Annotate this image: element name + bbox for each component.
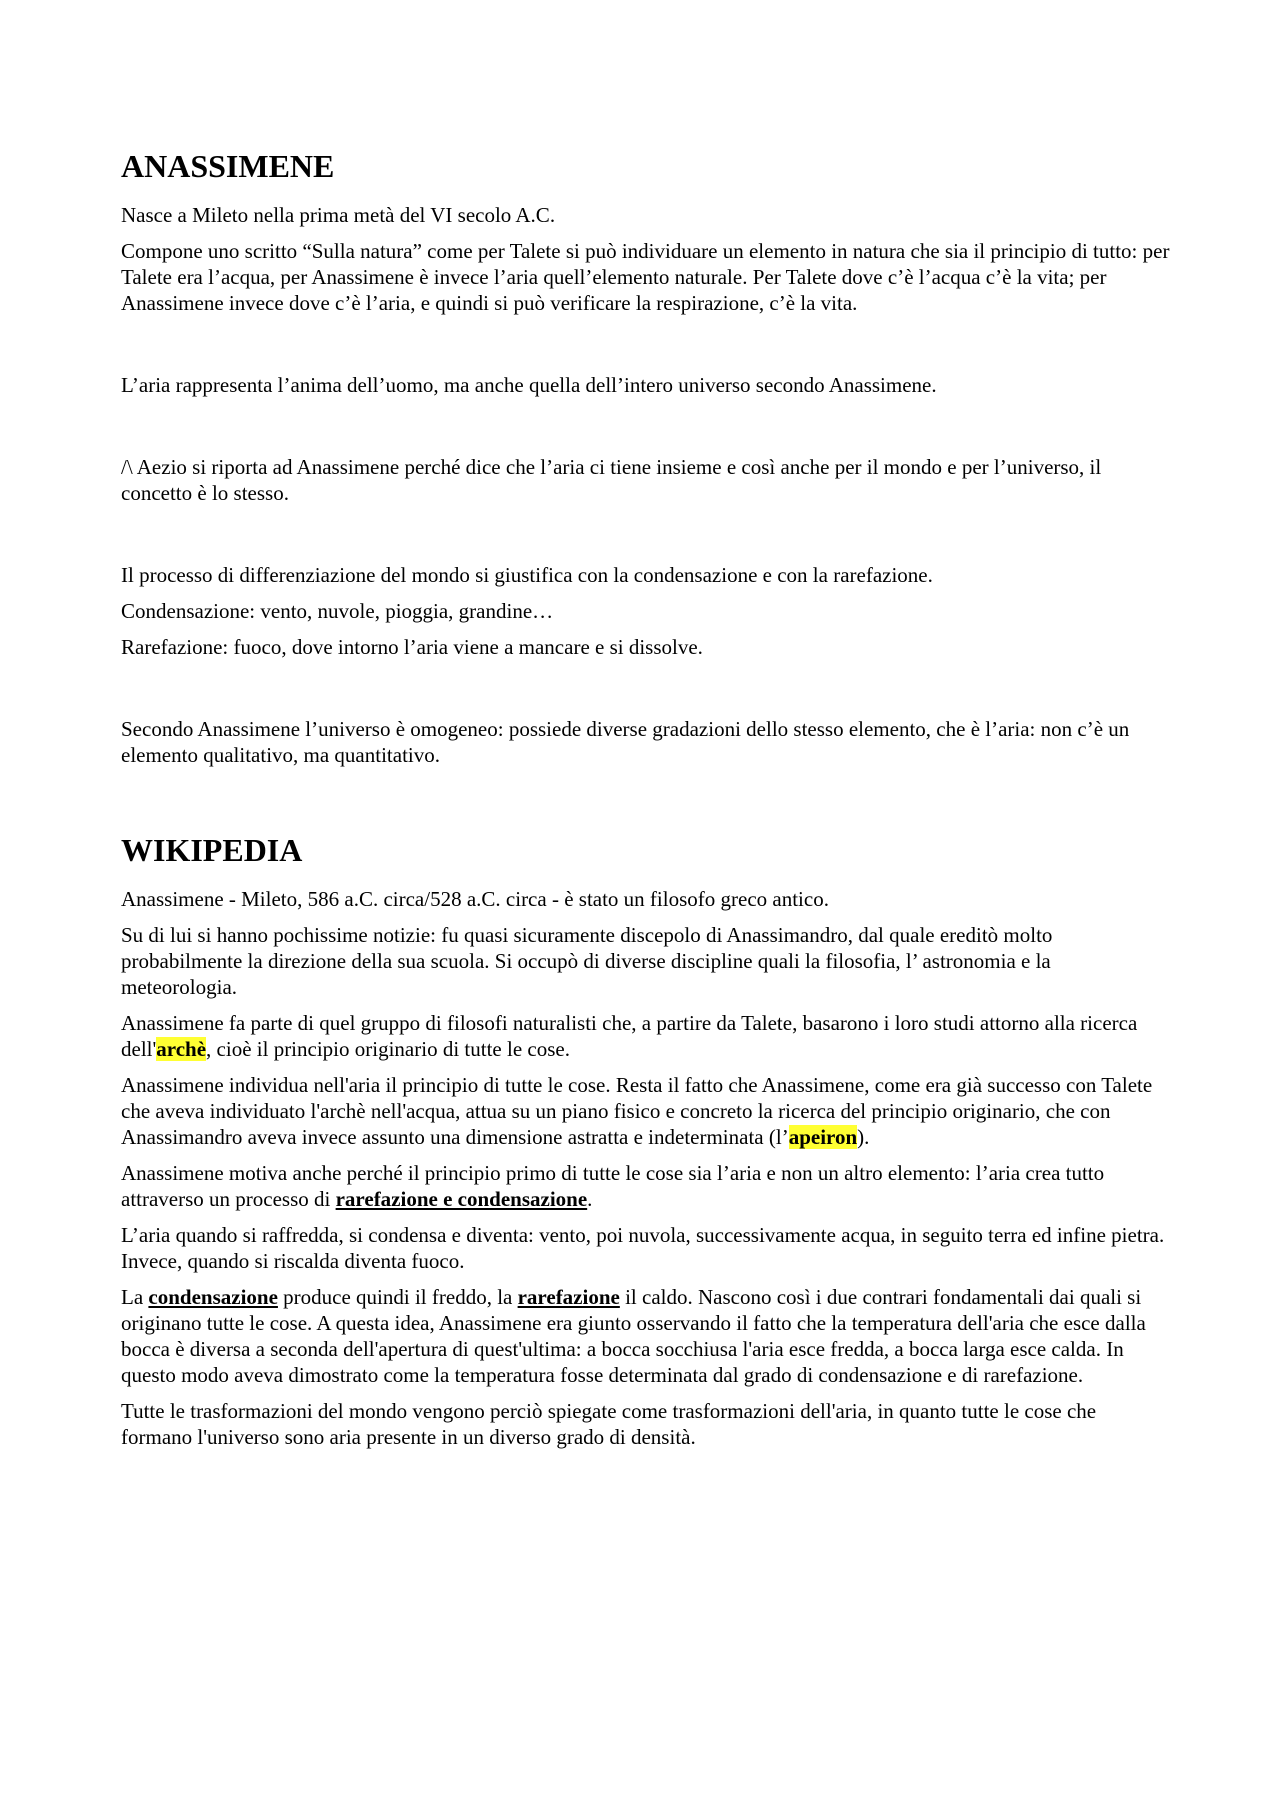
text-run: La xyxy=(121,1285,149,1309)
paragraph-wiki-trasformazioni: Tutte le trasformazioni del mondo vengono perciò spiegate come trasformazioni dell'aria, in quanto tutte le cose che formano l'universo sono aria presente in un diverso grado di densità. xyxy=(121,1399,1097,1449)
highlighted-term-apeiron: apeiron xyxy=(788,1125,858,1149)
paragraph-wiki-motiva xyxy=(121,1160,1171,1212)
text-run: ). xyxy=(857,1125,870,1149)
text-run: Anassimene individua nell'aria il principio di tutte le cose. Resta il fatto che Anassimene, come era già successo con Talete che aveva individuato l'archè nell'acqua, attua su un piano fisico e concreto la ricerca del principio originario, che con Anassimandro aveva invece assunto una dimensione astratta e indeterminata (l’ xyxy=(121,1073,1153,1149)
paragraph-differenziazione: Il processo di differenziazione del mondo si giustifica con la condensazione e con la rarefazione. xyxy=(121,563,933,587)
paragraph-aria-anima: L’aria rappresenta l’anima dell’uomo, ma anche quella dell’intero universo secondo Anassimene. xyxy=(121,373,937,397)
text-run: il caldo. Nascono così i due contrari fondamentali dai quali si originano tutte le cose. A questa idea, Anassimene era giunto osservando il fatto che la temperatura dell'aria che esce dalla bocca è diversa a seconda dell'apertura di quest'ultima: a bocca socchiusa l'aria esce fredda, a bocca larga esce calda. In questo modo aveva dimostrato come la temperatura fosse determinata dal grado di condensazione e di rarefazione. xyxy=(121,1285,1146,1387)
paragraph-condensazione: Condensazione: vento, nuvole, pioggia, grandine… xyxy=(121,599,554,623)
paragraph-wiki-principio xyxy=(121,1072,1171,1150)
paragraph-birth: Nasce a Mileto nella prima metà del VI secolo A.C. xyxy=(121,203,556,227)
text-run: Anassimene fa parte di quel gruppo di filosofi naturalisti che, a partire da Talete, basarono i loro studi attorno alla ricerca dell' xyxy=(121,1011,1138,1061)
text-run: produce quindi il freddo, la xyxy=(277,1285,518,1309)
document-page xyxy=(121,148,1171,1460)
paragraph-wiki-raffredda: L’aria quando si raffredda, si condensa e diventa: vento, poi nuvola, successivamente acqua, in seguito terra ed infine pietra. Invece, quando si riscalda diventa fuoco. xyxy=(121,1223,1165,1273)
paragraph-sulla-natura: Compone uno scritto “Sulla natura” come per Talete si può individuare un elemento in natura che sia il principio di tutto: per Talete era l’acqua, per Anassimene è invece l’aria quell’elemento naturale. Per Talete dove c’è l’acqua c’è la vita; per Anassimene invece dove c’è l’aria, e quindi si può verificare la respirazione, c’è la vita. xyxy=(121,239,1170,315)
paragraph-aezio: /\ Aezio si riporta ad Anassimene perché dice che l’aria ci tiene insieme e così anche per il mondo e per l’universo, il concetto è lo stesso. xyxy=(121,455,1102,505)
paragraph-wiki-notizie: Su di lui si hanno pochissime notizie: fu quasi sicuramente discepolo di Anassimandro, dal quale ereditò molto probabilmente la direzione della sua scuola. Si occupò di diverse discipline quali la filosofia, l’ astronomia e la meteorologia. xyxy=(121,923,1053,999)
underlined-term-condensazione: condensazione xyxy=(148,1285,278,1309)
paragraph-universo-omogeneo: Secondo Anassimene l’universo è omogeneo: possiede diverse gradazioni dello stesso elemento, che è l’aria: non c’è un elemento qualitativo, ma quantitativo. xyxy=(121,717,1130,767)
text-run: Anassimene motiva anche perché il principio primo di tutte le cose sia l’aria e non un altro elemento: l’aria crea tutto attraverso un processo di xyxy=(121,1161,1105,1211)
paragraph-wiki-naturalisti xyxy=(121,1010,1171,1062)
paragraph-wiki-contrari xyxy=(121,1284,1171,1388)
section-title-wikipedia: WIKIPEDIA xyxy=(121,832,303,868)
underlined-term-rarefazione-condensazione: rarefazione e condensazione xyxy=(335,1187,588,1211)
highlighted-term-arche: archè xyxy=(156,1037,207,1061)
text-run: . xyxy=(587,1187,593,1211)
paragraph-rarefazione: Rarefazione: fuoco, dove intorno l’aria viene a mancare e si dissolve. xyxy=(121,635,703,659)
text-run: , cioè il principio originario di tutte le cose. xyxy=(206,1037,570,1061)
underlined-term-rarefazione: rarefazione xyxy=(517,1285,620,1309)
section-title-anassimene: ANASSIMENE xyxy=(121,148,335,184)
paragraph-wiki-intro: Anassimene - Mileto, 586 a.C. circa/528 a.C. circa - è stato un filosofo greco antico. xyxy=(121,887,829,911)
